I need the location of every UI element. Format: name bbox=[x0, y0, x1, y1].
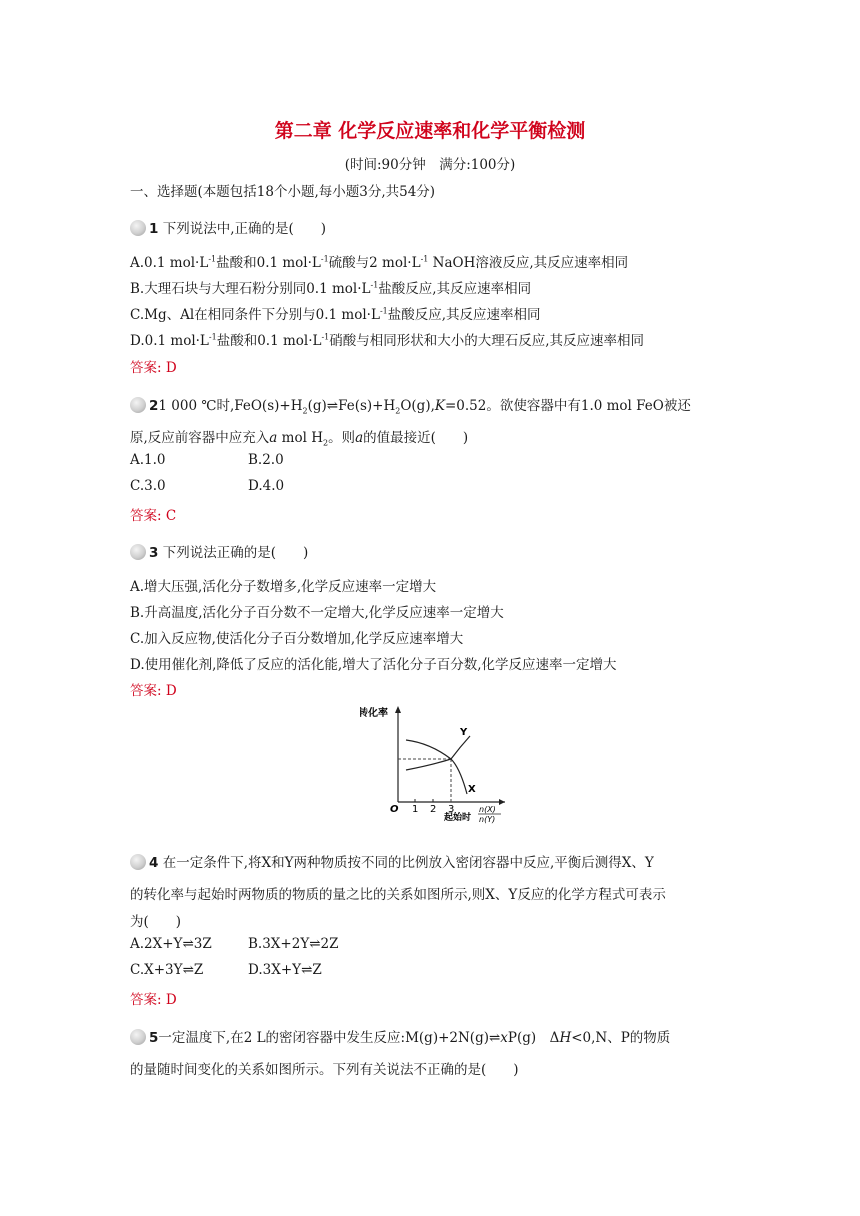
question-4-stem-line-3: 为( ) bbox=[130, 914, 182, 930]
curve-x-label: X bbox=[468, 784, 476, 795]
question-3-option-a: A.增大压强,活化分子数增多,化学反应速率一定增大 bbox=[130, 579, 437, 595]
x-axis-label-numerator: n(X) bbox=[479, 805, 496, 814]
equilibrium-arrow-icon: ⇌ bbox=[309, 936, 321, 952]
x-tick-label: 2 bbox=[430, 804, 437, 815]
conversion-rate-figure bbox=[360, 702, 510, 828]
x-axis-arrow-icon bbox=[499, 799, 505, 805]
question-3-option-d: D.使用催化剂,降低了反应的活化能,增大了活化分子百分数,化学反应速率一定增大 bbox=[130, 657, 617, 673]
question-3-stem: 3 下列说法正确的是( ) bbox=[130, 541, 308, 561]
curve-x bbox=[406, 740, 467, 794]
x-axis-label-prefix: 起始时 bbox=[444, 813, 472, 823]
y-axis-label: 转化率 bbox=[360, 708, 388, 719]
question-1-option-b: B.大理石块与大理石粉分别同0.1 $mol\cdot L^{-1}$盐酸反应,其反应速率相同 bbox=[130, 280, 532, 297]
question-4-stem-line-2: 的转化率与起始时两物质的物质的量之比的关系如图所示,则X、Y反应的化学方程式可表示 bbox=[130, 887, 666, 903]
curve-y bbox=[406, 736, 470, 770]
question-2-stem-line-2: 原,反应前容器中应充入a mol $H_2$。则a的值最接近( ) bbox=[130, 430, 469, 448]
question-bullet-icon bbox=[130, 854, 146, 870]
question-bullet-icon bbox=[130, 397, 146, 413]
question-2-options-row-1: A.1.0 B.2.0 bbox=[130, 452, 284, 468]
equilibrium-arrow-icon: ⇌ bbox=[301, 962, 313, 978]
question-1-answer: 答案: D bbox=[130, 360, 177, 376]
y-axis-arrow-icon bbox=[395, 706, 401, 713]
origin-label: O bbox=[390, 804, 399, 815]
question-3-option-b: B.升高温度,活化分子百分数不一定增大,化学反应速率一定增大 bbox=[130, 605, 504, 621]
question-4-options-row-1: A.2X+Y⇌3Z B.3X+2Y⇌2Z bbox=[130, 936, 339, 952]
question-1-stem: 1 下列说法中,正确的是( ) bbox=[130, 217, 326, 237]
equilibrium-arrow-icon: ⇌ bbox=[182, 936, 194, 952]
exam-time-score: (时间:90分钟 满分:100分) bbox=[344, 157, 516, 173]
equilibrium-arrow-icon: ⇌ bbox=[326, 398, 339, 414]
question-3-option-c: C.加入反应物,使活化分子百分数增加,化学反应速率增大 bbox=[130, 631, 464, 647]
question-5-stem-line-2: 的量随时间变化的关系如图所示。下列有关说法不正确的是( ) bbox=[130, 1062, 519, 1078]
equilibrium-arrow-icon: ⇌ bbox=[488, 1030, 501, 1046]
page-title: 第二章 化学反应速率和化学平衡检测 bbox=[274, 120, 586, 142]
question-bullet-icon bbox=[130, 544, 146, 560]
question-bullet-icon bbox=[130, 1029, 146, 1045]
section-heading: 一、选择题(本题包括18个小题,每小题3分,共54分) bbox=[130, 184, 436, 200]
question-4-stem-line-1: 4 在一定条件下,将X和Y两种物质按不同的比例放入密闭容器中反应,平衡后测得X、Y bbox=[130, 851, 654, 871]
question-3-answer: 答案: D bbox=[130, 683, 177, 699]
x-tick-label: 3 bbox=[448, 804, 455, 815]
question-1-option-c: C.Mg、Al在相同条件下分别与0.1 $mol\cdot L^{-1}$盐酸反应,其反应速率相同 bbox=[130, 306, 541, 323]
question-bullet-icon bbox=[130, 220, 146, 236]
conversion-rate-graph bbox=[360, 702, 510, 824]
x-tick-label: 1 bbox=[412, 804, 419, 815]
question-1-option-a: A.0.1 $mol\cdot L^{-1}$盐酸和0.1 $mol\cdot L^{-1}$硫酸与2 $mol\cdot L^{-1}$ NaOH溶液反应,其反应速率相同 bbox=[130, 254, 629, 271]
x-axis-label-denominator: n(Y) bbox=[479, 815, 496, 824]
question-2-answer: 答案: C bbox=[130, 508, 177, 524]
question-5-stem-line-1: 5一定温度下,在2 L的密闭容器中发生反应:M(g)+2N(g)⇌xP(g) ΔH<0,N、P的物质 bbox=[130, 1026, 670, 1046]
curve-y-label: Y bbox=[460, 727, 468, 738]
question-2-stem-line-1: 21 000 ℃时$,FeO(s)+H_2(g)\rightleftharpoons Fe(s)+H_2O(g),K=0.52$。欲使容器中有1.0 mol FeO被还 bbox=[130, 394, 691, 416]
question-4-answer: 答案: D bbox=[130, 992, 177, 1008]
equilibrium-arrow-icon: ⇌ bbox=[182, 962, 194, 978]
question-1-option-d: D.0.1 $mol\cdot L^{-1}$盐酸和0.1 $mol\cdot L^{-1}$硝酸与相同形状和大小的大理石反应,其反应速率相同 bbox=[130, 332, 645, 349]
question-2-options-row-2: C.3.0 D.4.0 bbox=[130, 478, 285, 494]
question-4-options-row-2: C.X+3Y⇌Z D.3X+Y⇌Z bbox=[130, 962, 322, 978]
